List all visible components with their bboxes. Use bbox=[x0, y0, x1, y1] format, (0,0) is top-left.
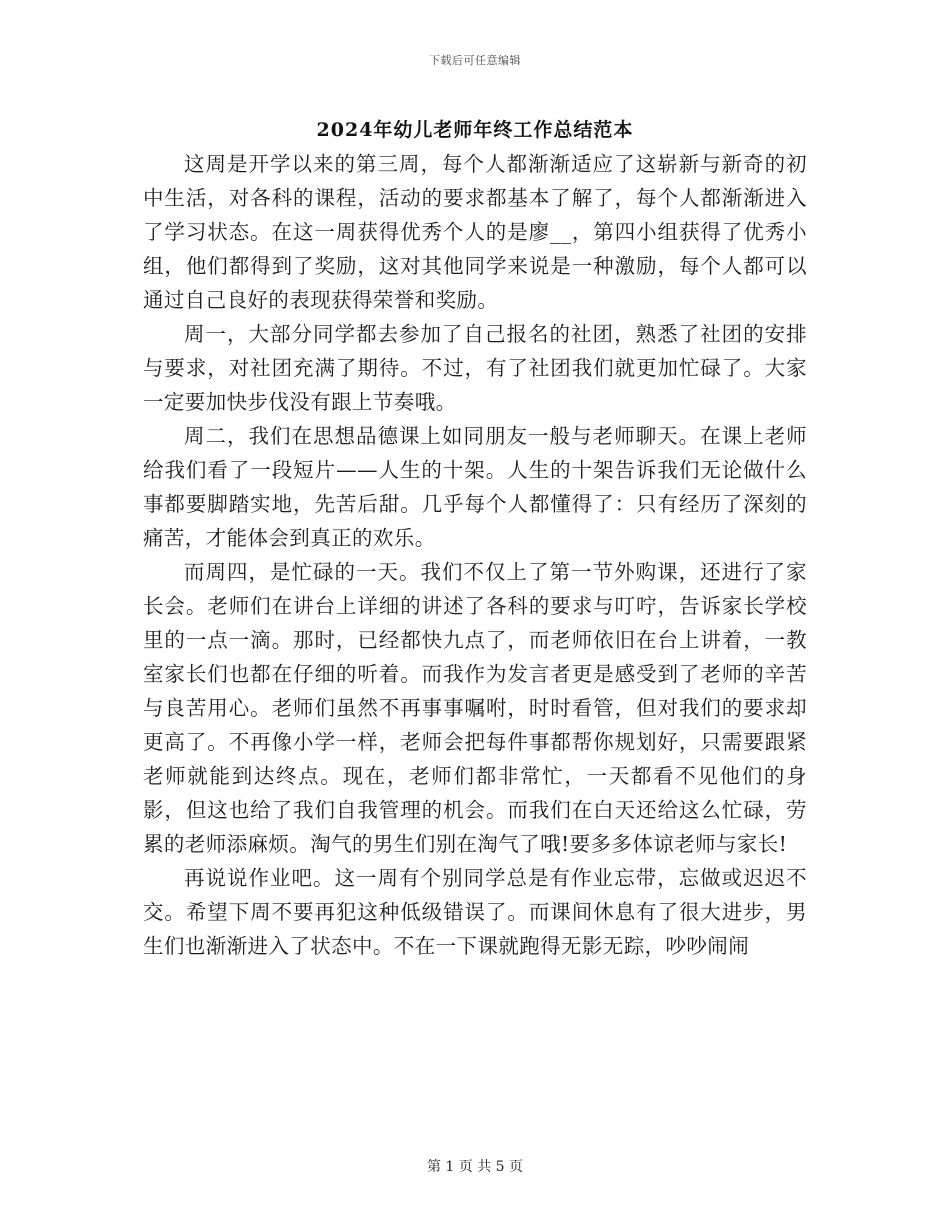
page-header-note: 下载后可任意编辑 bbox=[429, 54, 521, 67]
paragraph-2: 周一，大部分同学都去参加了自己报名的社团，熟悉了社团的安排与要求，对社团充满了期待。不过，有了社团我们就更加忙碌了。大家一定要加快步伐没有跟上节奏哦。 bbox=[143, 322, 807, 414]
paragraph-1: 这周是开学以来的第三周，每个人都渐渐适应了这崭新与新奇的初中生活，对各科的课程，活动的要求都基本了解了，每个人都渐渐进入了学习状态。在这一周获得优秀个人的是廖__，第四小组获得了优秀小组，他们都得到了奖励，这对其他同学来说是一种激励，每个人都可以通过自己良好的表现获得荣誉和奖励。 bbox=[143, 152, 807, 312]
document-body bbox=[143, 147, 807, 963]
paragraph-4: 而周四，是忙碌的一天。我们不仅上了第一节外购课，还进行了家长会。老师们在讲台上详细的讲述了各科的要求与叮咛，告诉家长学校里的一点一滴。那时，已经都快九点了，而老师依旧在台上讲着，一教室家长们也都在仔细的听着。而我作为发言者更是感受到了老师的辛苦与良苦用心。老师们虽然不再事事嘱咐，时时看管，但对我们的要求却更高了。不再像小学一样，老师会把每件事都帮你规划好，只需要跟紧老师就能到达终点。现在，老师们都非常忙，一天都看不见他们的身影，但这也给了我们自我管理的机会。而我们在白天还给这么忙碌，劳累的老师添麻烦。淘气的男生们别在淘气了哦!要多多体谅老师与家长! bbox=[143, 560, 807, 856]
paragraph-3: 周二，我们在思想品德课上如同朋友一般与老师聊天。在课上老师给我们看了一段短片——人生的十架。人生的十架告诉我们无论做什么事都要脚踏实地，先苦后甜。几乎每个人都懂得了：只有经历了深刻的痛苦，才能体会到真正的欢乐。 bbox=[143, 424, 807, 550]
paragraph-5: 再说说作业吧。这一周有个别同学总是有作业忘带，忘做或迟迟不交。希望下周不要再犯这种低级错误了。而课间休息有了很大进步，男生们也渐渐进入了状态中。不在一下课就跑得无影无踪，吵吵闹闹 bbox=[143, 866, 807, 958]
page-footer: 第 1 页 共 5 页 bbox=[426, 1159, 524, 1175]
document-title: 2024年幼儿老师年终工作总结范本 bbox=[316, 119, 634, 141]
